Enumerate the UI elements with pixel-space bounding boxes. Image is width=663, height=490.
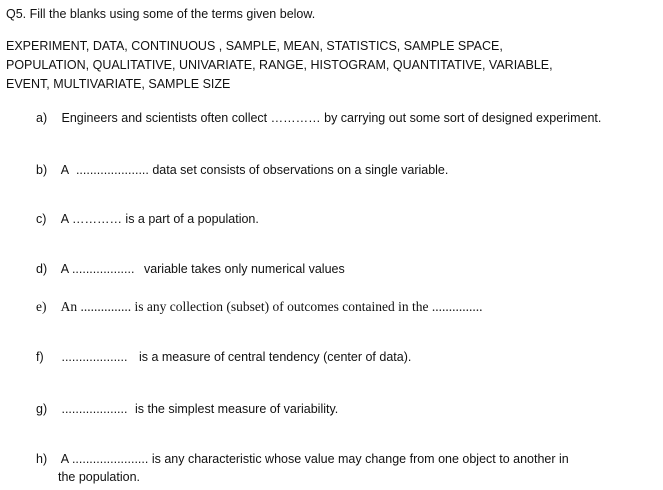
item-text-after: is a measure of central tendency (center of data).	[138, 350, 412, 364]
item-b	[36, 162, 448, 178]
item-text-before: A	[60, 212, 69, 226]
item-text-before: An	[60, 299, 78, 314]
item-text-after: is any collection (subset) of outcomes contained in the	[134, 299, 429, 314]
blank-field: ..................	[71, 262, 135, 276]
item-text-after: by carrying out some sort of designed experiment.	[324, 111, 602, 125]
item-text-before: A	[60, 262, 69, 276]
question-heading: Q5. Fill the blanks using some of the terms given below.	[6, 7, 316, 21]
blank-field: …………	[270, 111, 321, 125]
terms-line-2: POPULATION, QUALITATIVE, UNIVARIATE, RANGE, HISTOGRAM, QUANTITATIVE, VARIABLE,	[6, 58, 553, 72]
item-label: h)	[36, 452, 48, 466]
item-label: b)	[36, 163, 48, 177]
item-a	[36, 110, 601, 126]
blank-field: .....................	[75, 163, 149, 177]
item-text-after: variable takes only numerical values	[143, 262, 345, 276]
blank-field: ...................	[61, 402, 128, 416]
blank-field-2: ...............	[431, 299, 483, 314]
item-h	[36, 451, 569, 467]
item-label: d)	[36, 262, 48, 276]
item-text-before: A	[60, 452, 69, 466]
item-d	[36, 261, 345, 277]
item-text-after: is any characteristic whose value may change from one object to another in	[151, 452, 569, 466]
blank-field: ...............	[80, 299, 132, 314]
item-text-after: is a part of a population.	[125, 212, 259, 226]
blank-field: …………	[71, 212, 122, 226]
item-f	[36, 349, 411, 365]
item-h-continuation: the population.	[58, 470, 141, 484]
terms-line-1: EXPERIMENT, DATA, CONTINUOUS , SAMPLE, MEAN, STATISTICS, SAMPLE SPACE,	[6, 39, 503, 53]
blank-field: ...................	[61, 350, 128, 364]
item-text-before: Engineers and scientists often collect	[61, 111, 268, 125]
item-label: c)	[36, 212, 47, 226]
item-label: f)	[36, 350, 44, 364]
item-label: a)	[36, 111, 48, 125]
item-text-before: A	[60, 163, 69, 177]
item-g	[36, 401, 338, 417]
item-text-after: data set consists of observations on a single variable.	[152, 163, 449, 177]
item-c	[36, 211, 259, 227]
item-label: g)	[36, 402, 48, 416]
item-label: e)	[36, 299, 47, 314]
item-text-after: is the simplest measure of variability.	[134, 402, 339, 416]
item-e	[36, 299, 482, 315]
terms-line-3: EVENT, MULTIVARIATE, SAMPLE SIZE	[6, 77, 231, 91]
blank-field: ......................	[71, 452, 149, 466]
